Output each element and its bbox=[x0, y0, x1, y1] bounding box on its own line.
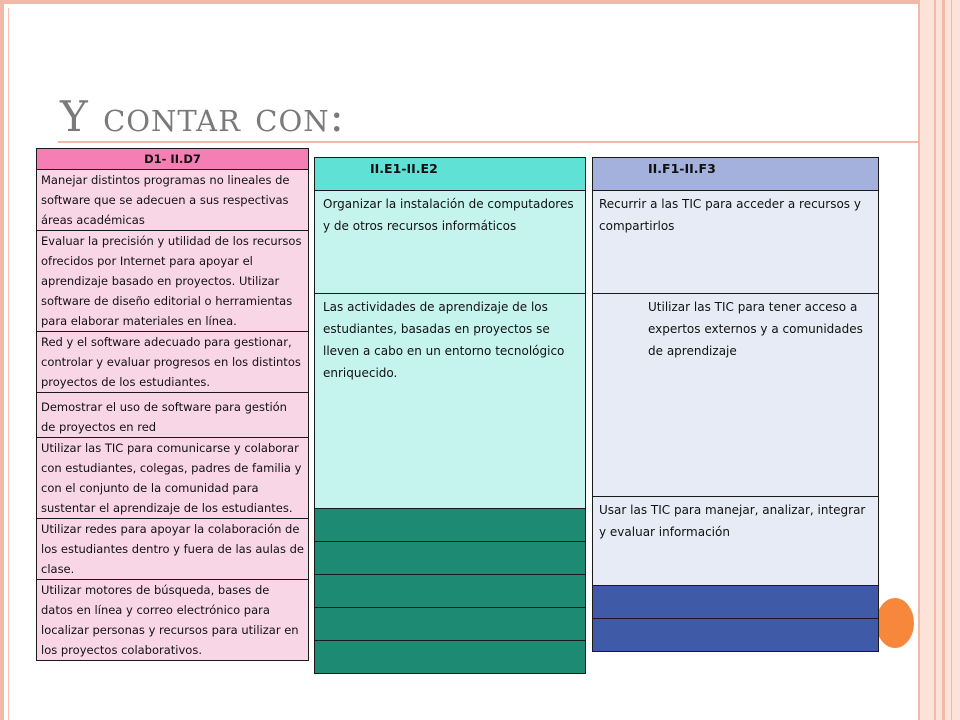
table-d-header: D1- II.D7 bbox=[37, 149, 309, 170]
frame-inner-line bbox=[8, 8, 9, 720]
table-e-empty-row bbox=[315, 509, 586, 542]
table-d bbox=[36, 148, 309, 661]
accent-circle bbox=[876, 598, 914, 648]
table-e-row: Organizar la instalación de computadores y de otros recursos informáticos bbox=[315, 191, 586, 294]
slide-title: Y contar con: bbox=[60, 92, 345, 141]
frame-top-bar bbox=[0, 0, 918, 4]
table-e-empty-row bbox=[315, 542, 586, 575]
table-d-row: Evaluar la precisión y utilidad de los recursos ofrecidos por Internet para apoyar el aprendizaje basado en proyectos. Utilizar software de diseño editorial o herramientas para elaborar materiales en línea. bbox=[37, 231, 309, 332]
table-d-row: Manejar distintos programas no lineales de software que se adecuen a sus respectivas áreas académicas bbox=[37, 170, 309, 231]
table-e-header: II.E1-II.E2 bbox=[315, 158, 586, 191]
table-e-empty-row bbox=[315, 641, 586, 674]
table-f bbox=[592, 157, 879, 652]
table-e-row: Las actividades de aprendizaje de los estudiantes, basadas en proyectos se lleven a cabo en un entorno tecnológico enriquecido. bbox=[315, 294, 586, 509]
table-f-header: II.F1-II.F3 bbox=[593, 158, 879, 191]
table-d-row: Utilizar las TIC para comunicarse y colaborar con estudiantes, colegas, padres de familia y con el conjunto de la comunidad para sustentar el aprendizaje de los estudiantes. bbox=[37, 438, 309, 519]
table-d-row: Utilizar redes para apoyar la colaboración de los estudiantes dentro y fuera de las aulas de clase. bbox=[37, 519, 309, 580]
table-d-row: Demostrar el uso de software para gestión de proyectos en red bbox=[37, 393, 309, 438]
title-underline bbox=[58, 141, 918, 143]
frame-stripe bbox=[942, 0, 945, 720]
table-e-empty-row bbox=[315, 608, 586, 641]
table-e bbox=[314, 157, 586, 674]
table-e-empty-row bbox=[315, 575, 586, 608]
table-f-empty-row bbox=[593, 586, 879, 619]
frame-left-bar bbox=[0, 0, 4, 720]
table-f-row: Usar las TIC para manejar, analizar, integrar y evaluar información bbox=[593, 497, 879, 586]
table-d-row: Utilizar motores de búsqueda, bases de datos en línea y correo electrónico para localizar personas y recursos para utilizar en los proyectos colaborativos. bbox=[37, 580, 309, 661]
frame-stripe bbox=[934, 0, 936, 720]
frame-right-panel bbox=[918, 0, 960, 720]
table-d-row: Red y el software adecuado para gestionar, controlar y evaluar progresos en los distintos proyectos de los estudiantes. bbox=[37, 332, 309, 393]
table-f-row: Recurrir a las TIC para acceder a recursos y compartirlos bbox=[593, 191, 879, 294]
frame-stripe bbox=[951, 0, 952, 720]
table-f-empty-row bbox=[593, 619, 879, 652]
table-f-row: Utilizar las TIC para tener acceso a expertos externos y a comunidades de aprendizaje bbox=[593, 294, 879, 497]
